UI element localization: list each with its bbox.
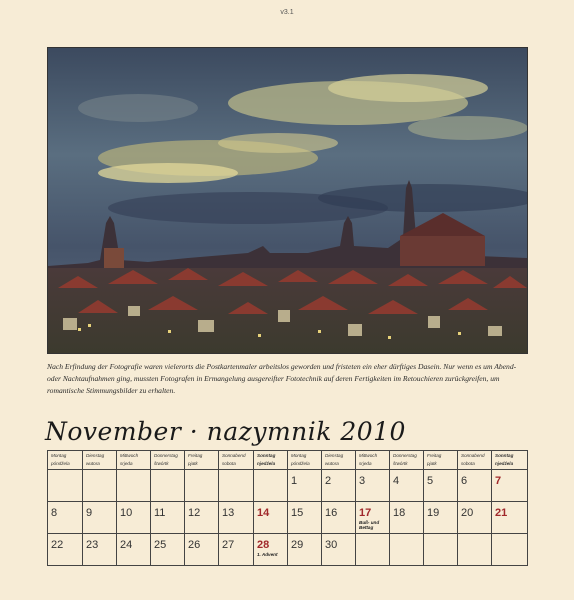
- day-cell[interactable]: [254, 502, 288, 534]
- weekday-name-sorbian: štwórtk: [393, 460, 408, 466]
- day-cell[interactable]: [254, 470, 288, 502]
- day-cell[interactable]: [424, 534, 458, 566]
- day-number: 10: [120, 507, 133, 519]
- day-number: 1: [291, 475, 298, 487]
- day-number: 18: [393, 507, 406, 519]
- day-number: [120, 470, 147, 474]
- day-cell[interactable]: [492, 534, 528, 566]
- day-number: [188, 470, 215, 474]
- weekday-name-sorbian: póndźela: [291, 460, 310, 466]
- day-number: 21: [495, 507, 508, 519]
- day-cell[interactable]: [390, 502, 424, 534]
- day-number: [359, 534, 386, 538]
- day-number: 12: [188, 507, 201, 519]
- city-night-postcard-image: [47, 47, 528, 354]
- weekday-name-sorbian: sobota: [222, 460, 236, 466]
- day-cell[interactable]: [48, 502, 83, 534]
- day-cell[interactable]: [458, 534, 492, 566]
- weekday-name-sorbian: wutora: [325, 460, 339, 466]
- day-cell[interactable]: [356, 470, 390, 502]
- weekday-name-sorbian: sobota: [461, 460, 475, 466]
- day-cell[interactable]: [185, 534, 219, 566]
- weekday-header-cell: [151, 451, 185, 470]
- weekday-name-sorbian: njedźela: [257, 460, 276, 466]
- day-number: 2: [325, 475, 332, 487]
- version-label: v3.1: [280, 9, 294, 16]
- day-cell[interactable]: [219, 470, 254, 502]
- weekday-name-sorbian: srjeda: [120, 460, 133, 466]
- day-cell[interactable]: [151, 502, 185, 534]
- day-number: 6: [461, 475, 468, 487]
- day-number: 13: [222, 507, 235, 519]
- day-number: [495, 534, 524, 538]
- weekday-header-cell: [492, 451, 528, 470]
- day-cell[interactable]: [219, 534, 254, 566]
- weekday-header-cell: [356, 451, 390, 470]
- weekday-name-de: Dienstag: [325, 453, 344, 458]
- weekday-name-de: Donnerstag: [393, 453, 417, 458]
- day-cell[interactable]: [322, 502, 356, 534]
- day-number: [257, 470, 284, 474]
- weekday-name-de: Sonnabend: [461, 453, 485, 458]
- photo-caption: Nach Erfindung der Fotografie waren vielerorts die Postkartenmaler arbeitslos geworden und fristeten ein eher dürftiges Dasein. Nur wenn es um Abend- oder Nachtaufnahmen ging, mussten Fotografen in Ermangelung ausgereifter Fototechnik auf deren Fertigkeiten im Retouchieren zurückgreifen, um romantische Stimmungsbilder zu erhalten.: [47, 362, 517, 395]
- day-cell[interactable]: [151, 534, 185, 566]
- day-cell[interactable]: [185, 502, 219, 534]
- day-cell[interactable]: [424, 470, 458, 502]
- day-cell[interactable]: [83, 502, 117, 534]
- weekday-name-de: Dienstag: [86, 453, 105, 458]
- day-number: 19: [427, 507, 440, 519]
- week-row: [48, 534, 528, 566]
- weekday-name-de: Mittwoch: [359, 453, 378, 458]
- weekday-name-de: Donnerstag: [154, 453, 178, 458]
- day-number: 11: [154, 507, 166, 519]
- day-cell[interactable]: [492, 502, 528, 534]
- day-cell[interactable]: [390, 470, 424, 502]
- week-row: [48, 470, 528, 502]
- weekday-name-de: Mittwoch: [120, 453, 139, 458]
- day-cell[interactable]: [322, 534, 356, 566]
- day-number: [86, 470, 113, 474]
- day-cell[interactable]: [117, 470, 151, 502]
- weekday-header-row: [48, 451, 528, 470]
- weekday-header-cell: [219, 451, 254, 470]
- day-number: 28: [257, 539, 270, 551]
- weekday-name-de: Sonntag: [495, 453, 514, 458]
- day-number: 3: [359, 475, 366, 487]
- day-number: 15: [291, 507, 304, 519]
- day-cell[interactable]: [424, 502, 458, 534]
- day-cell[interactable]: [151, 470, 185, 502]
- day-number: 16: [325, 507, 338, 519]
- weekday-header-cell: [48, 451, 83, 470]
- day-number: [222, 470, 250, 474]
- day-cell[interactable]: [48, 470, 83, 502]
- day-cell[interactable]: [458, 470, 492, 502]
- day-number: 30: [325, 539, 338, 551]
- day-cell[interactable]: [288, 470, 322, 502]
- day-number: 14: [257, 507, 270, 519]
- day-number: [51, 470, 79, 474]
- day-cell[interactable]: [83, 470, 117, 502]
- holiday-note: Buß- und Bettag: [359, 520, 380, 531]
- day-cell[interactable]: [254, 534, 288, 566]
- weekday-header-cell: [424, 451, 458, 470]
- weekday-name-de: Sonntag: [257, 453, 276, 458]
- weekday-name-de: Sonnabend: [222, 453, 246, 458]
- weekday-header-cell: [390, 451, 424, 470]
- day-number: 7: [495, 475, 502, 487]
- weekday-name-sorbian: njedźela: [495, 460, 514, 466]
- day-number: [461, 534, 488, 538]
- weekday-header-cell: [117, 451, 151, 470]
- day-number: 4: [393, 475, 400, 487]
- week-row: [48, 502, 528, 534]
- month-title: November · nazymnik 2010: [45, 417, 406, 446]
- day-cell[interactable]: [288, 502, 322, 534]
- weekday-header-cell: [458, 451, 492, 470]
- day-cell[interactable]: [117, 502, 151, 534]
- day-number: 8: [51, 507, 58, 519]
- calendar-grid: [47, 450, 528, 566]
- day-number: 29: [291, 539, 304, 551]
- weekday-header-cell: [185, 451, 219, 470]
- weekday-name-sorbian: wutora: [86, 460, 100, 466]
- day-number: 22: [51, 539, 64, 551]
- weekday-name-de: Montag: [291, 453, 307, 458]
- day-cell[interactable]: [219, 502, 254, 534]
- day-cell[interactable]: [390, 534, 424, 566]
- day-cell[interactable]: [48, 534, 83, 566]
- weekday-name-sorbian: póndźela: [51, 460, 70, 466]
- day-number: 25: [154, 539, 167, 551]
- weekday-name-de: Freitag: [427, 453, 442, 458]
- day-number: 27: [222, 539, 235, 551]
- day-number: [427, 534, 454, 538]
- day-number: 17: [359, 507, 372, 519]
- day-cell[interactable]: [322, 470, 356, 502]
- weekday-header-cell: [254, 451, 288, 470]
- day-cell[interactable]: [356, 502, 390, 534]
- weekday-name-de: Freitag: [188, 453, 203, 458]
- day-number: 20: [461, 507, 474, 519]
- day-number: [393, 534, 420, 538]
- day-number: [154, 470, 181, 474]
- day-cell[interactable]: [185, 470, 219, 502]
- day-number: 26: [188, 539, 201, 551]
- day-number: 9: [86, 507, 93, 519]
- weekday-name-sorbian: štwórtk: [154, 460, 169, 466]
- weekday-name-sorbian: srjeda: [359, 460, 372, 466]
- day-cell[interactable]: [83, 534, 117, 566]
- weekday-header-cell: [83, 451, 117, 470]
- holiday-note: 1. Advent: [257, 552, 278, 557]
- day-cell[interactable]: [356, 534, 390, 566]
- weekday-name-sorbian: pjatk: [427, 460, 437, 466]
- day-cell[interactable]: [458, 502, 492, 534]
- weekday-name-de: Montag: [51, 453, 67, 458]
- weekday-header-cell: [288, 451, 322, 470]
- weekday-name-sorbian: pjatk: [188, 460, 198, 466]
- day-cell[interactable]: [288, 534, 322, 566]
- weekday-header-cell: [322, 451, 356, 470]
- day-cell[interactable]: [117, 534, 151, 566]
- day-cell[interactable]: [492, 470, 528, 502]
- day-number: 24: [120, 539, 133, 551]
- day-number: 5: [427, 475, 434, 487]
- day-number: 23: [86, 539, 99, 551]
